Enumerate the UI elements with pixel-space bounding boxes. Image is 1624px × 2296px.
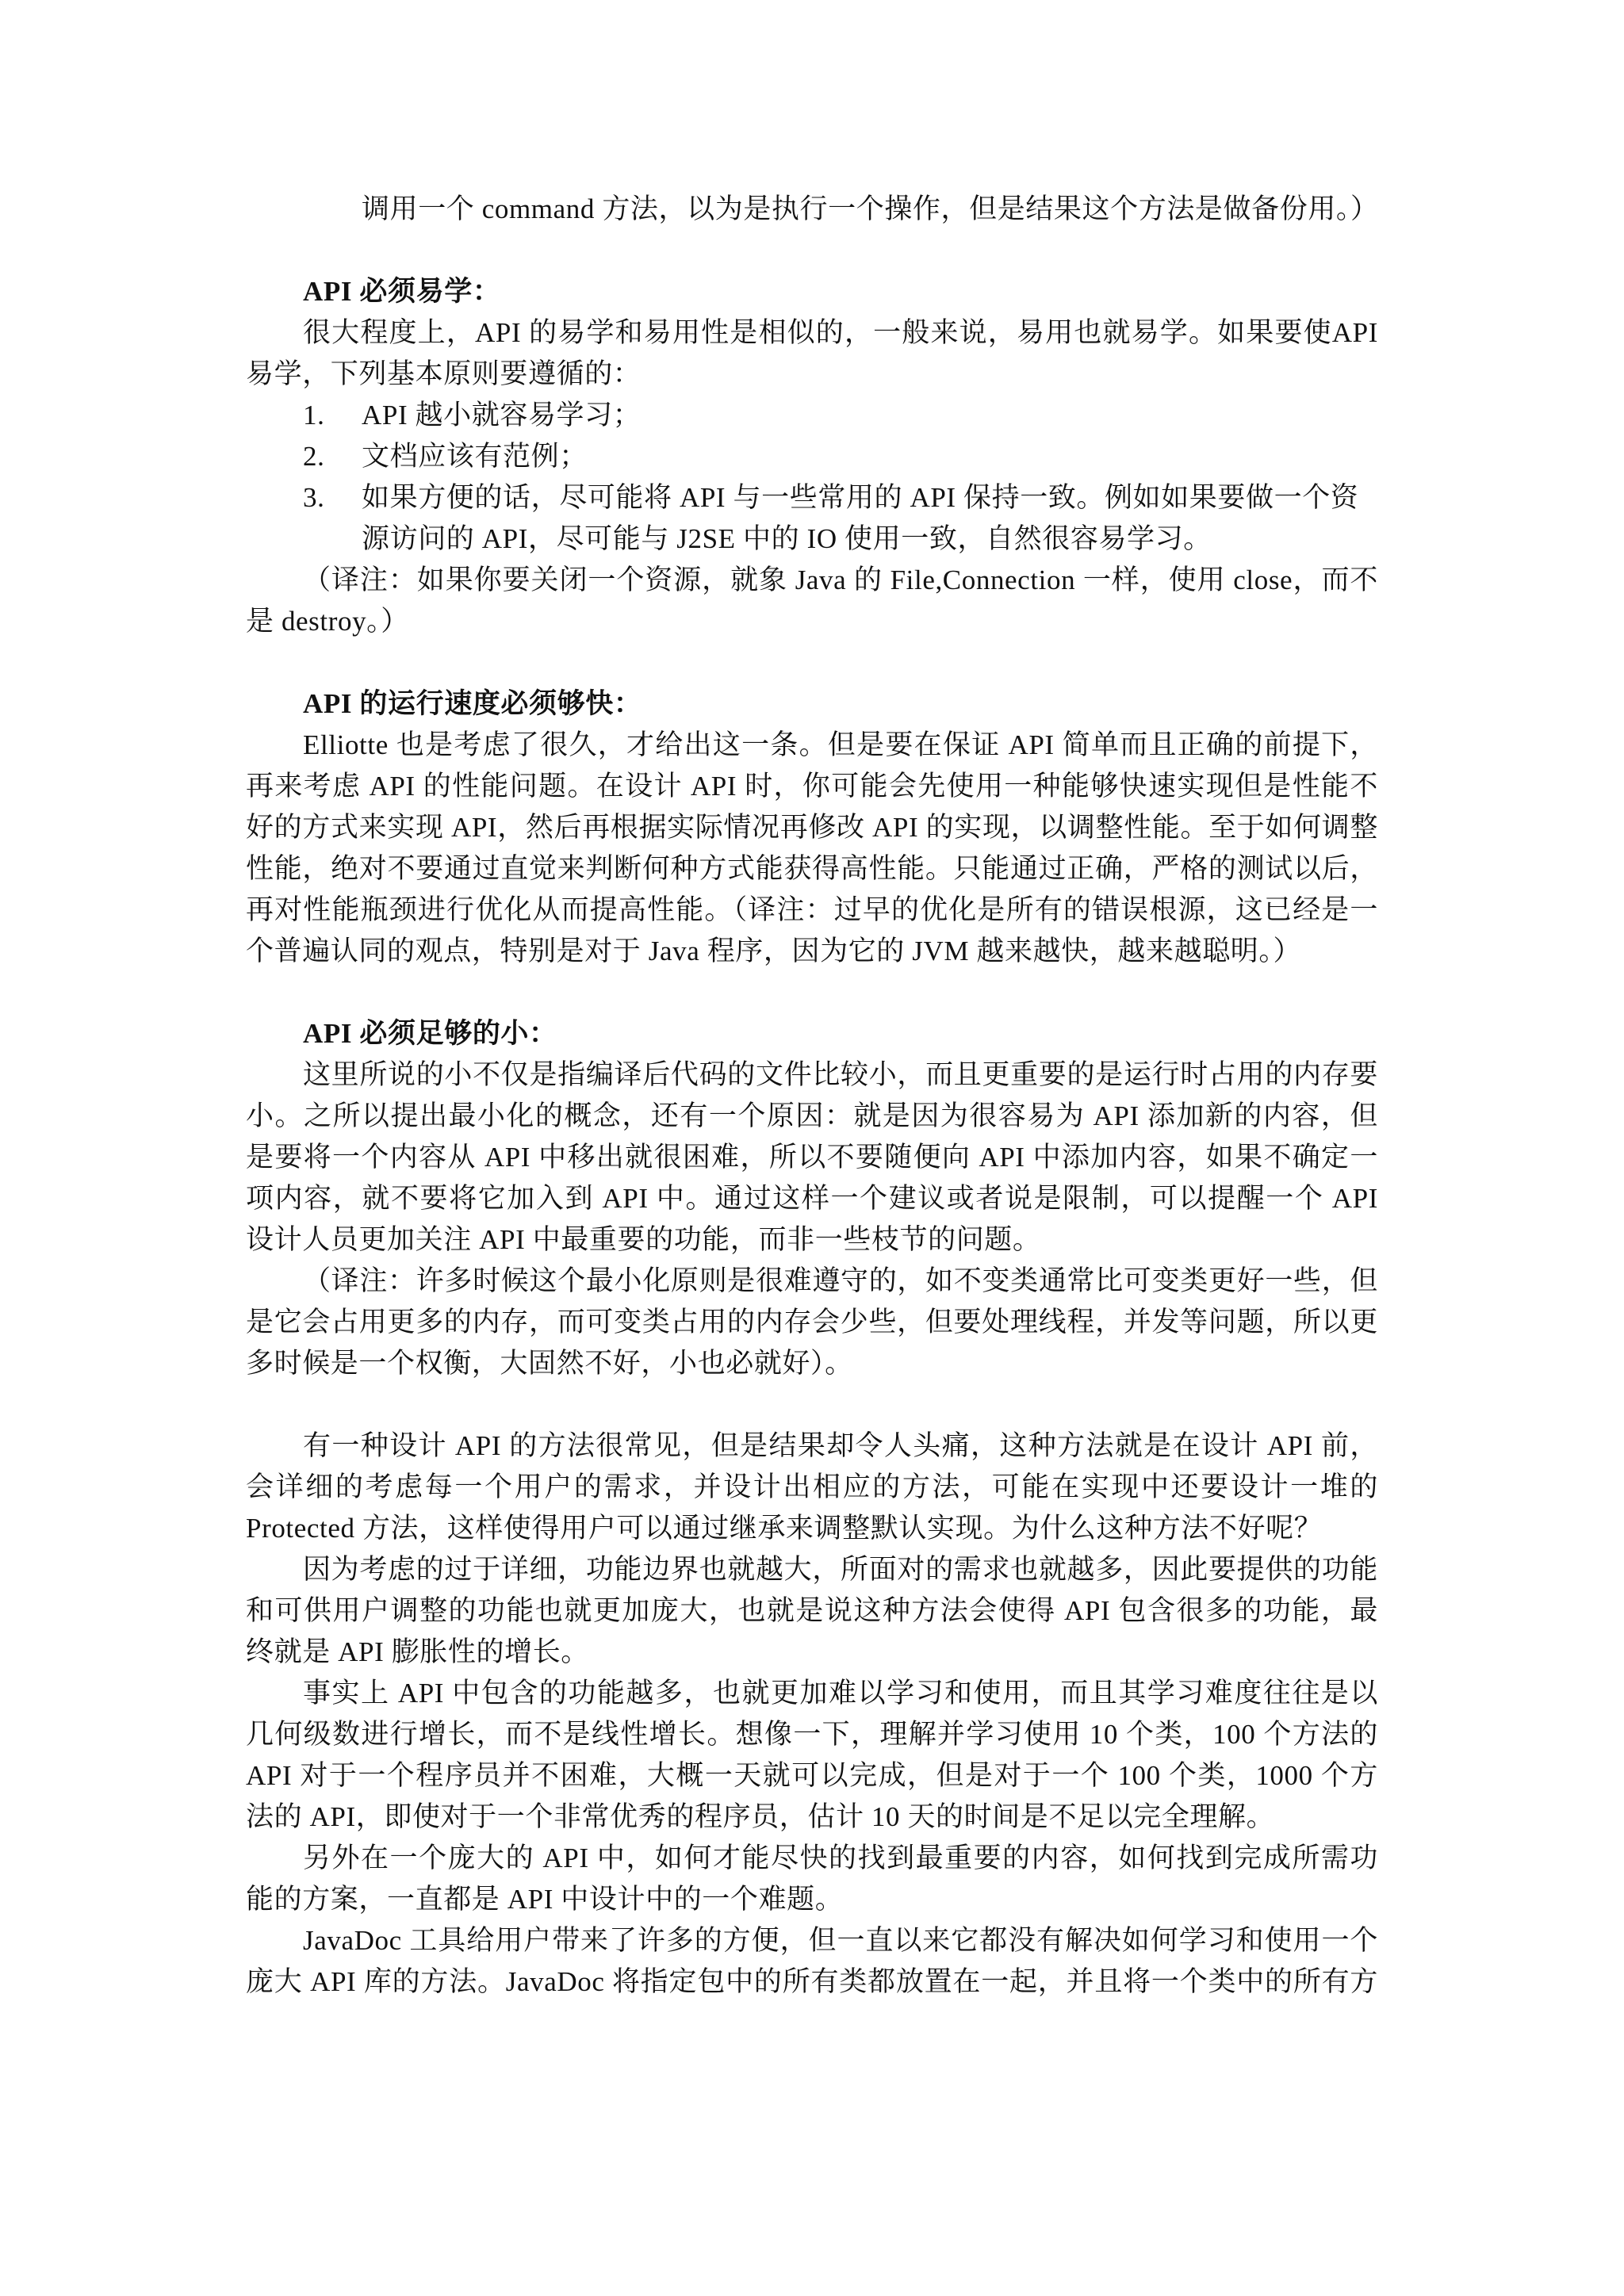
text-line: 这里所说的小不仅是指编译后代码的文件比较小，而且更重要的是运行时占用的内存要 (303, 1059, 1378, 1090)
text-line: API 对于一个程序员并不困难，大概一天就可以完成，但是对于一个 100 个类，1000 个方 (246, 1760, 1378, 1791)
text-line: Protected 方法，这样使得用户可以通过继承来调整默认实现。为什么这种方法不好呢？ (246, 1513, 1323, 1544)
text-line: 和可供用户调整的功能也就更加庞大，也就是说这种方法会使得 API 包含很多的功能，最 (246, 1595, 1378, 1626)
item-text: 如果方便的话，尽可能将 API 与一些常用的 API 保持一致。例如如果要做一个资 (362, 482, 1359, 513)
text-line: 性能，绝对不要通过直觉来判断何种方式能获得高性能。只能通过正确，严格的测试以后， (246, 853, 1378, 884)
text-line: 小。之所以提出最小化的概念，还有一个原因：就是因为很容易为 API 添加新的内容，但 (246, 1100, 1378, 1131)
text-line: 是 destroy。） (246, 606, 409, 637)
text-line: 会详细的考虑每一个用户的需求，并设计出相应的方法，可能在实现中还要设计一堆的 (246, 1471, 1378, 1502)
text-line: Elliotte 也是考虑了很久，才给出这一条。但是要在保证 API 简单而且正确的前提下， (303, 729, 1378, 760)
numbered-item (246, 436, 1378, 477)
text-line: （译注：如果你要关闭一个资源，就象 Java 的 File,Connection 一样，使用 close，而不 (303, 564, 1378, 595)
item-number: 2. (303, 441, 325, 472)
text-line: 多时候是一个权衡，大固然不好，小也必就好）。 (246, 1348, 853, 1379)
text-line: 终就是 API 膨胀性的增长。 (246, 1636, 589, 1667)
text-line: 是要将一个内容从 API 中移出就很困难，所以不要随便向 API 中添加内容，如果不确定一 (246, 1142, 1378, 1173)
text-line: 易学，下列基本原则要遵循的： (246, 358, 642, 389)
paragraph-gap (246, 230, 1378, 271)
item-number: 3. (303, 482, 325, 513)
text-line: （译注：许多时候这个最小化原则是很难遵守的，如不变类通常比可变类更好一些，但 (303, 1265, 1378, 1296)
text-line: 能的方案，一直都是 API 中设计中的一个难题。 (246, 1884, 844, 1915)
text-line: 个普遍认同的观点，特别是对于 Java 程序，因为它的 JVM 越来越快，越来越聪明。） (246, 936, 1302, 966)
text-line: 调用一个 command 方法，以为是执行一个操作，但是结果这个方法是做备份用。） (362, 193, 1379, 224)
item-text: API 越小就容易学习； (362, 400, 642, 430)
text-line: 再对性能瓶颈进行优化从而提高性能。（译注：过早的优化是所有的错误根源，这已经是一 (246, 894, 1378, 925)
text-line: 几何级数进行增长，而不是线性增长。想像一下，理解并学习使用 10 个类，100 个方法的 (246, 1719, 1378, 1750)
text-line: 有一种设计 API 的方法很常见，但是结果却令人头痛，这种方法就是在设计 API 前， (303, 1430, 1378, 1461)
text-line: 项内容，就不要将它加入到 API 中。通过这样一个建议或者说是限制，可以提醒一个 API (246, 1183, 1378, 1214)
text-line: 法的 API，即使对于一个非常优秀的程序员，估计 10 天的时间是不足以完全理解。 (246, 1801, 1275, 1832)
text-line: 再来考虑 API 的性能问题。在设计 API 时，你可能会先使用一种能够快速实现但是性能不 (246, 771, 1378, 802)
text-line: JavaDoc 工具给用户带来了许多的方便，但一直以来它都没有解决如何学习和使用一个 (303, 1925, 1378, 1956)
text-line: 好的方式来实现 API，然后再根据实际情况再修改 API 的实现，以调整性能。至于如何调整 (246, 812, 1378, 843)
paragraph-gap (246, 1384, 1378, 1425)
text-line: 庞大 API 库的方法。JavaDoc 将指定包中的所有类都放置在一起，并且将一个类中的所有方 (246, 1966, 1378, 1997)
text-line: 另外在一个庞大的 API 中，如何才能尽快的找到最重要的内容，如何找到完成所需功 (303, 1843, 1378, 1873)
document-page (246, 189, 1378, 2003)
text-line: 因为考虑的过于详细，功能边界也就越大，所面对的需求也就越多，因此要提供的功能 (303, 1554, 1378, 1585)
section-heading: API 必须足够的小： (303, 1018, 557, 1049)
section-heading: API 必须易学： (303, 276, 501, 307)
paragraph-gap (246, 972, 1378, 1013)
numbered-item (246, 395, 1378, 436)
text-line: 源访问的 API，尽可能与 J2SE 中的 IO 使用一致，自然很容易学习。 (362, 523, 1212, 554)
numbered-item (246, 477, 1378, 519)
text-line: 很大程度上，API 的易学和易用性是相似的，一般来说，易用也就易学。如果要使API (303, 317, 1378, 348)
section-heading: API 的运行速度必须够快： (303, 688, 642, 719)
paragraph-gap (246, 642, 1378, 683)
item-number: 1. (303, 400, 325, 430)
text-line: 设计人员更加关注 API 中最重要的功能，而非一些枝节的问题。 (246, 1224, 1041, 1255)
text-line: 是它会占用更多的内存，而可变类占用的内存会少些，但要处理线程，并发等问题，所以更 (246, 1307, 1378, 1337)
item-text: 文档应该有范例； (362, 441, 588, 472)
text-line: 事实上 API 中包含的功能越多，也就更加难以学习和使用，而且其学习难度往往是以 (303, 1678, 1378, 1709)
